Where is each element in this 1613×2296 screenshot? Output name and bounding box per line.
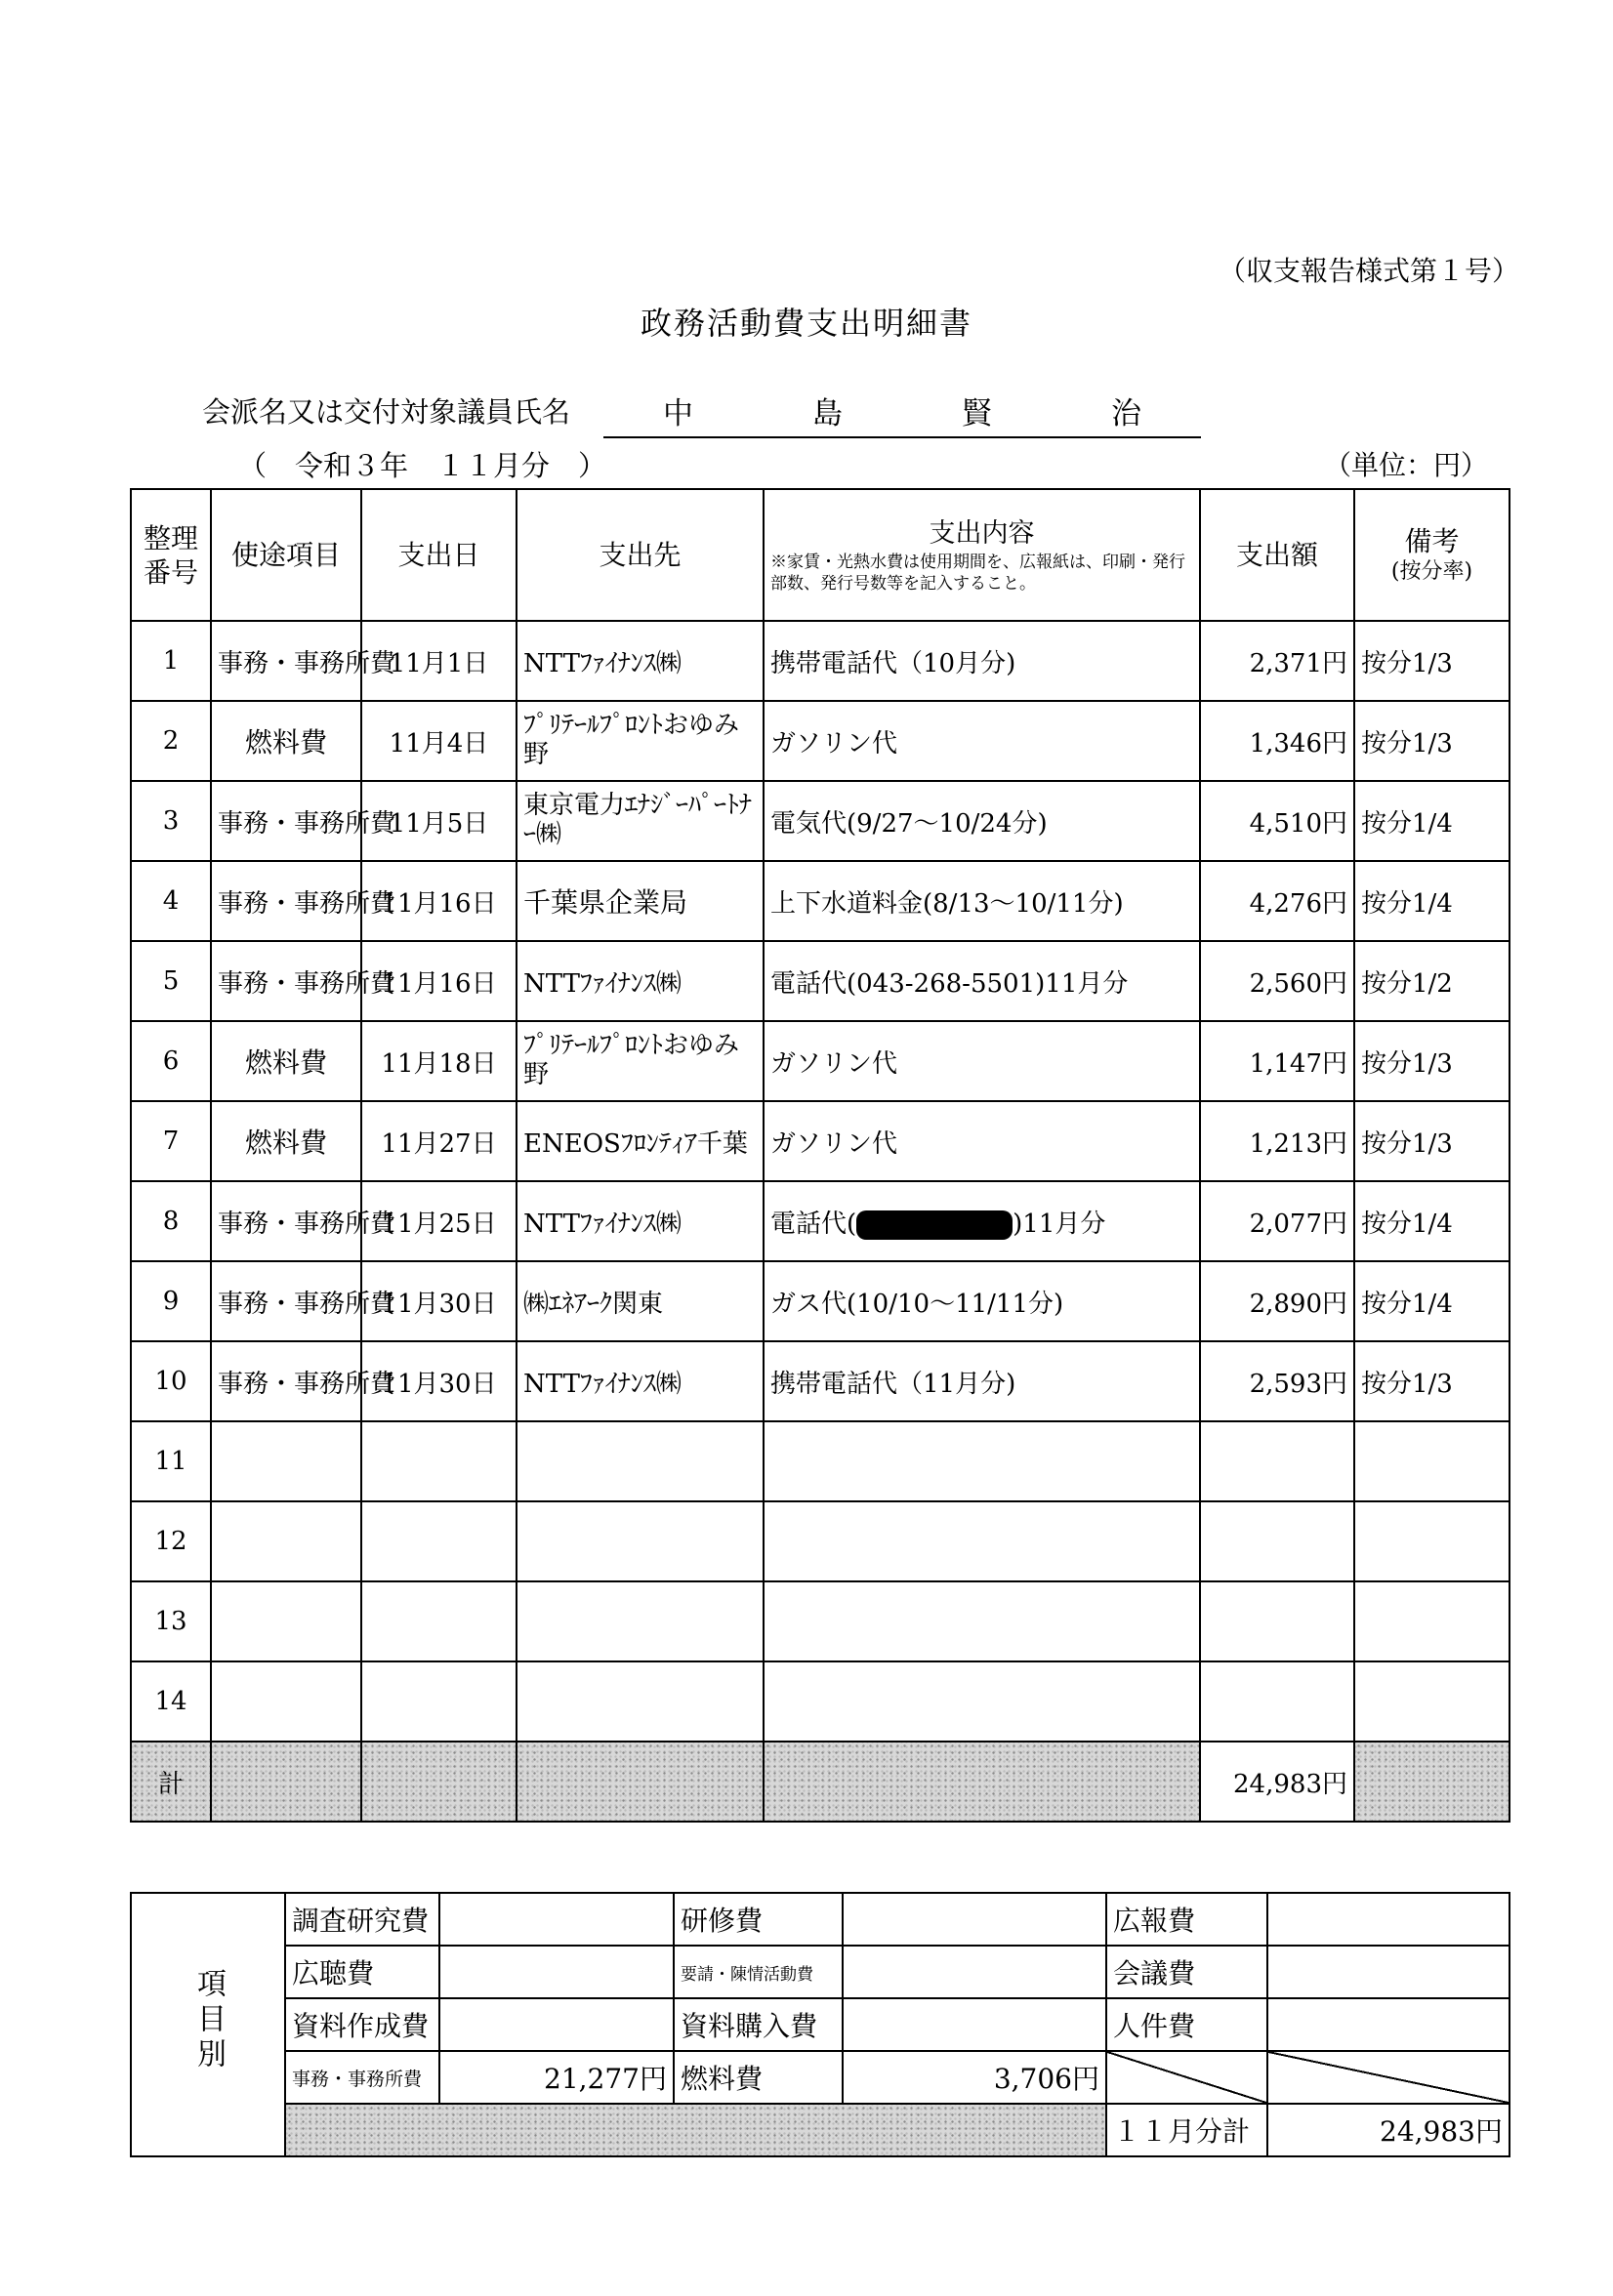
summary-label: 会議費 [1106, 1946, 1267, 1998]
row-amount: 1,213円 [1200, 1101, 1354, 1181]
summary-value [843, 1998, 1106, 2051]
row-date [361, 1661, 517, 1742]
diagonal-cell [1106, 2051, 1267, 2104]
summary-value [439, 1893, 674, 1946]
header-remarks [1354, 489, 1510, 621]
summary-row [131, 1893, 1510, 1946]
table-row [131, 1421, 1510, 1501]
total-label: 計 [131, 1742, 211, 1822]
row-remarks [1354, 1501, 1510, 1581]
row-amount [1200, 1661, 1354, 1742]
summary-row [131, 1998, 1510, 2051]
row-content: ガソリン代 [764, 1021, 1200, 1101]
row-date: 11月18日 [361, 1021, 517, 1101]
row-no: 4 [131, 861, 211, 941]
row-date: 11月4日 [361, 701, 517, 781]
row-no: 10 [131, 1341, 211, 1421]
row-content: 携帯電話代（10月分) [764, 621, 1200, 701]
summary-value [1267, 1893, 1510, 1946]
summary-value [1267, 1946, 1510, 1998]
row-amount: 2,077円 [1200, 1181, 1354, 1261]
member-label: 会派名又は交付対象議員氏名 [202, 395, 571, 429]
row-date [361, 1581, 517, 1661]
row-purpose [211, 1421, 361, 1501]
summary-row [131, 1946, 1510, 1998]
member-name-char: 賢 [962, 396, 992, 431]
row-no: 14 [131, 1661, 211, 1742]
row-content [764, 1581, 1200, 1661]
row-purpose: 燃料費 [211, 1101, 361, 1181]
row-date: 11月16日 [361, 941, 517, 1021]
row-amount: 1,346円 [1200, 701, 1354, 781]
row-date: 11月1日 [361, 621, 517, 701]
table-row [131, 941, 1510, 1021]
row-date: 11月30日 [361, 1261, 517, 1341]
header-payee: 支出先 [517, 489, 764, 621]
form-number: （収支報告様式第１号） [1218, 255, 1519, 287]
table-header-row [131, 489, 1510, 621]
row-purpose: 事務・事務所費 [211, 1181, 361, 1261]
row-payee: 東京電力ｴﾅｼﾞｰﾊﾟｰﾄﾅｰ㈱ [517, 781, 764, 861]
row-content-suffix: )11月分 [1013, 1209, 1106, 1239]
total-amount: 24,983円 [1200, 1742, 1354, 1822]
table-row [131, 701, 1510, 781]
row-no: 2 [131, 701, 211, 781]
header-amount: 支出額 [1200, 489, 1354, 621]
row-amount [1200, 1421, 1354, 1501]
row-amount: 4,510円 [1200, 781, 1354, 861]
row-payee: ENEOSﾌﾛﾝﾃｨｱ千葉 [517, 1101, 764, 1181]
summary-value: 21,277円 [439, 2051, 674, 2104]
header-remarks-title: 備考 [1404, 525, 1460, 558]
row-content [764, 1501, 1200, 1581]
row-payee: ㈱ｴﾈｱｰｸ関東 [517, 1261, 764, 1341]
member-name [603, 389, 1201, 438]
shaded-cell [211, 1742, 361, 1822]
header-content [764, 489, 1200, 621]
row-payee: ﾌﾟﾘﾃｰﾙﾌﾟﾛﾝﾄおゆみ野 [517, 701, 764, 781]
row-no: 9 [131, 1261, 211, 1341]
summary-label: 資料作成費 [285, 1998, 439, 2051]
summary-label: 広聴費 [285, 1946, 439, 1998]
table-row [131, 1501, 1510, 1581]
summary-label: 人件費 [1106, 1998, 1267, 2051]
header-date: 支出日 [361, 489, 517, 621]
header-remarks-sub: (按分率) [1390, 559, 1473, 585]
expense-table [130, 488, 1510, 1823]
row-payee: 千葉県企業局 [517, 861, 764, 941]
row-payee [517, 1421, 764, 1501]
row-amount: 2,560円 [1200, 941, 1354, 1021]
row-payee [517, 1501, 764, 1581]
shaded-cell [285, 2104, 1106, 2156]
row-date: 11月16日 [361, 861, 517, 941]
summary-label: 要請・陳情活動費 [674, 1946, 843, 1998]
row-content: 電気代(9/27～10/24分) [764, 781, 1200, 861]
row-payee: NTTﾌｧｲﾅﾝｽ㈱ [517, 941, 764, 1021]
summary-value [439, 1946, 674, 1998]
row-date: 11月30日 [361, 1341, 517, 1421]
shaded-cell [361, 1742, 517, 1822]
summary-label: 広報費 [1106, 1893, 1267, 1946]
row-purpose: 事務・事務所費 [211, 781, 361, 861]
row-payee: ﾌﾟﾘﾃｰﾙﾌﾟﾛﾝﾄおゆみ野 [517, 1021, 764, 1101]
row-amount [1200, 1501, 1354, 1581]
row-date: 11月5日 [361, 781, 517, 861]
document-title: 政務活動費支出明細書 [640, 305, 972, 342]
row-remarks: 按分1/3 [1354, 1341, 1510, 1421]
row-content [764, 1181, 1200, 1261]
row-remarks: 按分1/3 [1354, 621, 1510, 701]
summary-value: 3,706円 [843, 2051, 1106, 2104]
row-amount [1200, 1581, 1354, 1661]
row-payee [517, 1661, 764, 1742]
summary-value [843, 1893, 1106, 1946]
row-remarks [1354, 1421, 1510, 1501]
row-date [361, 1421, 517, 1501]
summary-value [439, 1998, 674, 2051]
table-row [131, 1181, 1510, 1261]
summary-row [131, 2104, 1510, 2156]
row-purpose: 事務・事務所費 [211, 1261, 361, 1341]
row-remarks: 按分1/2 [1354, 941, 1510, 1021]
row-purpose [211, 1581, 361, 1661]
total-row [131, 1742, 1510, 1822]
row-remarks: 按分1/4 [1354, 1261, 1510, 1341]
row-remarks [1354, 1661, 1510, 1742]
header-content-note: ※家賃・光熱水費は使用期間を、広報紙は、印刷・発行部数、発行号数等を記入すること。 [770, 553, 1185, 594]
row-content: 上下水道料金(8/13～10/11分) [764, 861, 1200, 941]
summary-side-label: 項目別 [131, 1893, 285, 2156]
row-purpose: 燃料費 [211, 1021, 361, 1101]
row-purpose [211, 1501, 361, 1581]
header-content-title: 支出内容 [929, 517, 1035, 549]
shaded-cell [764, 1742, 1200, 1822]
table-row [131, 1661, 1510, 1742]
table-row [131, 621, 1510, 701]
row-no: 8 [131, 1181, 211, 1261]
category-summary-table [130, 1892, 1510, 2157]
row-content-prefix: 電話代( [770, 1209, 857, 1239]
row-content: ガソリン代 [764, 701, 1200, 781]
header-purpose: 使途項目 [211, 489, 361, 621]
unit-label: （単位：円） [1323, 449, 1488, 481]
row-purpose: 燃料費 [211, 701, 361, 781]
monthly-total-label: １１月分計 [1106, 2104, 1267, 2156]
member-name-char: 治 [1111, 396, 1141, 431]
row-content: 電話代(043-268-5501)11月分 [764, 941, 1200, 1021]
row-amount: 2,371円 [1200, 621, 1354, 701]
row-payee [517, 1581, 764, 1661]
row-content: 携帯電話代（11月分) [764, 1341, 1200, 1421]
row-remarks: 按分1/3 [1354, 1101, 1510, 1181]
row-no: 3 [131, 781, 211, 861]
shaded-cell [1354, 1742, 1510, 1822]
row-purpose [211, 1661, 361, 1742]
row-amount: 4,276円 [1200, 861, 1354, 941]
row-payee: NTTﾌｧｲﾅﾝｽ㈱ [517, 1181, 764, 1261]
table-row [131, 781, 1510, 861]
summary-label: 調査研究費 [285, 1893, 439, 1946]
row-content [764, 1421, 1200, 1501]
summary-value [1267, 1998, 1510, 2051]
row-no: 13 [131, 1581, 211, 1661]
diagonal-cell [1267, 2051, 1510, 2104]
summary-value [843, 1946, 1106, 1998]
row-remarks: 按分1/3 [1354, 701, 1510, 781]
row-content: ガス代(10/10～11/11分) [764, 1261, 1200, 1341]
row-content [764, 1661, 1200, 1742]
row-remarks: 按分1/4 [1354, 861, 1510, 941]
table-row [131, 1341, 1510, 1421]
row-remarks: 按分1/4 [1354, 781, 1510, 861]
row-date [361, 1501, 517, 1581]
row-no: 5 [131, 941, 211, 1021]
monthly-total-value: 24,983円 [1267, 2104, 1510, 2156]
row-amount: 2,593円 [1200, 1341, 1354, 1421]
report-period: （ 令和３年 １１月分 ） [238, 449, 607, 482]
row-no: 6 [131, 1021, 211, 1101]
summary-label: 燃料費 [674, 2051, 843, 2104]
row-payee: NTTﾌｧｲﾅﾝｽ㈱ [517, 1341, 764, 1421]
row-purpose: 事務・事務所費 [211, 941, 361, 1021]
header-no: 整理番号 [131, 489, 211, 621]
row-content: ガソリン代 [764, 1101, 1200, 1181]
summary-label: 資料購入費 [674, 1998, 843, 2051]
shaded-cell [517, 1742, 764, 1822]
table-row [131, 1101, 1510, 1181]
row-no: 12 [131, 1501, 211, 1581]
row-date: 11月25日 [361, 1181, 517, 1261]
member-name-char: 中 [663, 396, 693, 431]
row-no: 11 [131, 1421, 211, 1501]
row-remarks: 按分1/3 [1354, 1021, 1510, 1101]
table-row [131, 861, 1510, 941]
summary-row [131, 2051, 1510, 2104]
row-purpose: 事務・事務所費 [211, 1341, 361, 1421]
row-amount: 2,890円 [1200, 1261, 1354, 1341]
row-remarks [1354, 1581, 1510, 1661]
table-row [131, 1021, 1510, 1101]
row-date: 11月27日 [361, 1101, 517, 1181]
row-purpose: 事務・事務所費 [211, 621, 361, 701]
redaction-mark [856, 1210, 1013, 1240]
table-row [131, 1261, 1510, 1341]
summary-label: 事務・事務所費 [285, 2051, 439, 2104]
row-no: 7 [131, 1101, 211, 1181]
row-no: 1 [131, 621, 211, 701]
member-name-char: 島 [812, 396, 843, 431]
row-payee: NTTﾌｧｲﾅﾝｽ㈱ [517, 621, 764, 701]
table-row [131, 1581, 1510, 1661]
row-purpose: 事務・事務所費 [211, 861, 361, 941]
row-amount: 1,147円 [1200, 1021, 1354, 1101]
summary-label: 研修費 [674, 1893, 843, 1946]
row-remarks: 按分1/4 [1354, 1181, 1510, 1261]
